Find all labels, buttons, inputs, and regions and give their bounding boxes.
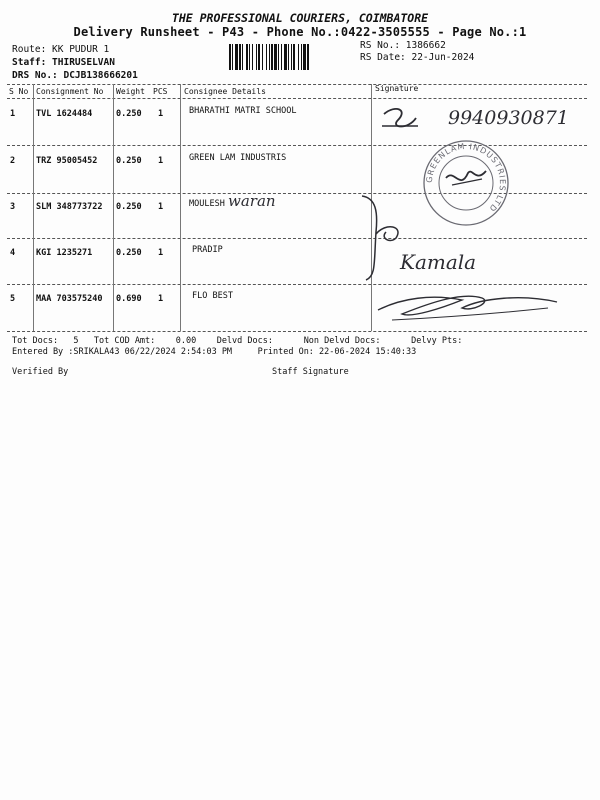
- barcode-bar: [252, 44, 253, 70]
- handwritten-suffix: waran: [228, 192, 276, 210]
- row-consignee: GREEN LAM INDUSTRIS: [189, 153, 287, 163]
- col-header-sno: S No: [9, 87, 29, 96]
- row-sno: 2: [10, 156, 16, 166]
- row-consignment: SLM 348773722: [36, 202, 103, 212]
- row-sno: 1: [10, 109, 16, 119]
- handwritten-phone: 9940930871: [448, 107, 569, 129]
- company-stamp: [416, 133, 516, 223]
- totals-line: Tot Docs: 5 Tot COD Amt: 0.00 Delvd Docs: Non Delvd Docs: Delvy Pts:: [12, 336, 463, 346]
- row-weight: 0.250: [116, 248, 142, 258]
- barcode: [229, 44, 352, 70]
- barcode-bar: [303, 44, 306, 70]
- row-weight: 0.250: [116, 202, 142, 212]
- column-divider: [180, 84, 181, 331]
- barcode-bar: [288, 44, 289, 70]
- barcode-bar: [293, 44, 295, 70]
- row-weight: 0.250: [116, 156, 142, 166]
- barcode-bar: [281, 44, 282, 70]
- row-pcs: 1: [158, 202, 164, 212]
- column-divider: [113, 84, 114, 331]
- company-name: THE PROFESSIONAL COURIERS, COIMBATORE: [171, 11, 429, 25]
- col-header-signature: Signature: [375, 84, 419, 93]
- runsheet-title: Delivery Runsheet - P43 - Phone No.:0422-3505555 - Page No.:1: [73, 25, 527, 39]
- row-pcs: 1: [158, 294, 164, 304]
- row-pcs: 1: [158, 156, 164, 166]
- row-weight: 0.250: [116, 109, 142, 119]
- rs-date: RS Date: 22-Jun-2024: [360, 52, 475, 63]
- signature-row4: [398, 245, 548, 279]
- row-pcs: 1: [158, 109, 164, 119]
- row-weight: 0.690: [116, 294, 142, 304]
- col-header-consignment: Consignment No: [36, 87, 104, 96]
- barcode-bar: [278, 44, 279, 70]
- barcode-bar: [291, 44, 292, 70]
- entered-printed-line: Entered By :SRIKALA43 06/22/2024 2:54:03 PM Printed On: 22-06-2024 15:40:33: [12, 347, 417, 357]
- barcode-bar: [232, 44, 233, 70]
- barcode-bar: [298, 44, 299, 70]
- barcode-bar: [269, 44, 270, 70]
- row-consignee: BHARATHI MATRI SCHOOL: [189, 106, 297, 116]
- row-consignment: TVL 1624484: [36, 109, 93, 119]
- staff-signature-label: Staff Signature: [272, 367, 349, 377]
- row-pcs: 1: [158, 248, 164, 258]
- row-consignment: KGI 1235271: [36, 248, 93, 258]
- verified-by-label: Verified By: [12, 367, 69, 377]
- barcode-bar: [239, 44, 241, 70]
- barcode-bar: [229, 44, 231, 70]
- drs-number: DRS No.: DCJB138666201: [12, 70, 138, 81]
- barcode-bar: [258, 44, 260, 70]
- col-header-consignee: Consignee Details: [184, 87, 266, 96]
- row-sno: 4: [10, 248, 16, 258]
- row-consignment: MAA 703575240: [36, 294, 103, 304]
- table-header-divider: [7, 98, 587, 99]
- barcode-bar: [307, 44, 309, 70]
- row-consignee: PRADIP: [192, 245, 223, 255]
- column-divider: [33, 84, 34, 331]
- barcode-bar: [274, 44, 277, 70]
- barcode-bar: [256, 44, 257, 70]
- barcode-bar: [242, 44, 243, 70]
- barcode-bar: [284, 44, 287, 70]
- handwritten-name-row4: Kamala: [400, 250, 477, 274]
- staff-label: Staff: THIRUSELVAN: [12, 57, 115, 68]
- row-divider: [7, 284, 587, 285]
- table-top-divider: [7, 84, 587, 85]
- barcode-bar: [266, 44, 267, 70]
- row-sno: 5: [10, 294, 16, 304]
- table-bottom-divider: [7, 331, 587, 332]
- row-consignment: TRZ 95005452: [36, 156, 98, 166]
- row-sno: 3: [10, 202, 16, 212]
- route-label: Route: KK PUDUR 1: [12, 44, 110, 55]
- handwritten-name-row3: [226, 190, 316, 214]
- col-header-pcs: PCS: [153, 87, 168, 96]
- barcode-bar: [235, 44, 238, 70]
- row-consignee: FLO BEST: [192, 291, 233, 301]
- barcode-bar: [246, 44, 248, 70]
- col-header-weight: Weight: [116, 87, 145, 96]
- barcode-bar: [249, 44, 250, 70]
- stamp-text: GREENLAM INDUSTRIES LTD: [424, 141, 508, 214]
- row-consignee: MOULESH: [189, 199, 225, 209]
- row-divider: [7, 238, 587, 239]
- barcode-bar: [301, 44, 302, 70]
- signature-row5: [372, 288, 572, 328]
- rs-number: RS No.: 1386662: [360, 40, 446, 51]
- barcode-bar: [271, 44, 273, 70]
- barcode-bar: [262, 44, 263, 70]
